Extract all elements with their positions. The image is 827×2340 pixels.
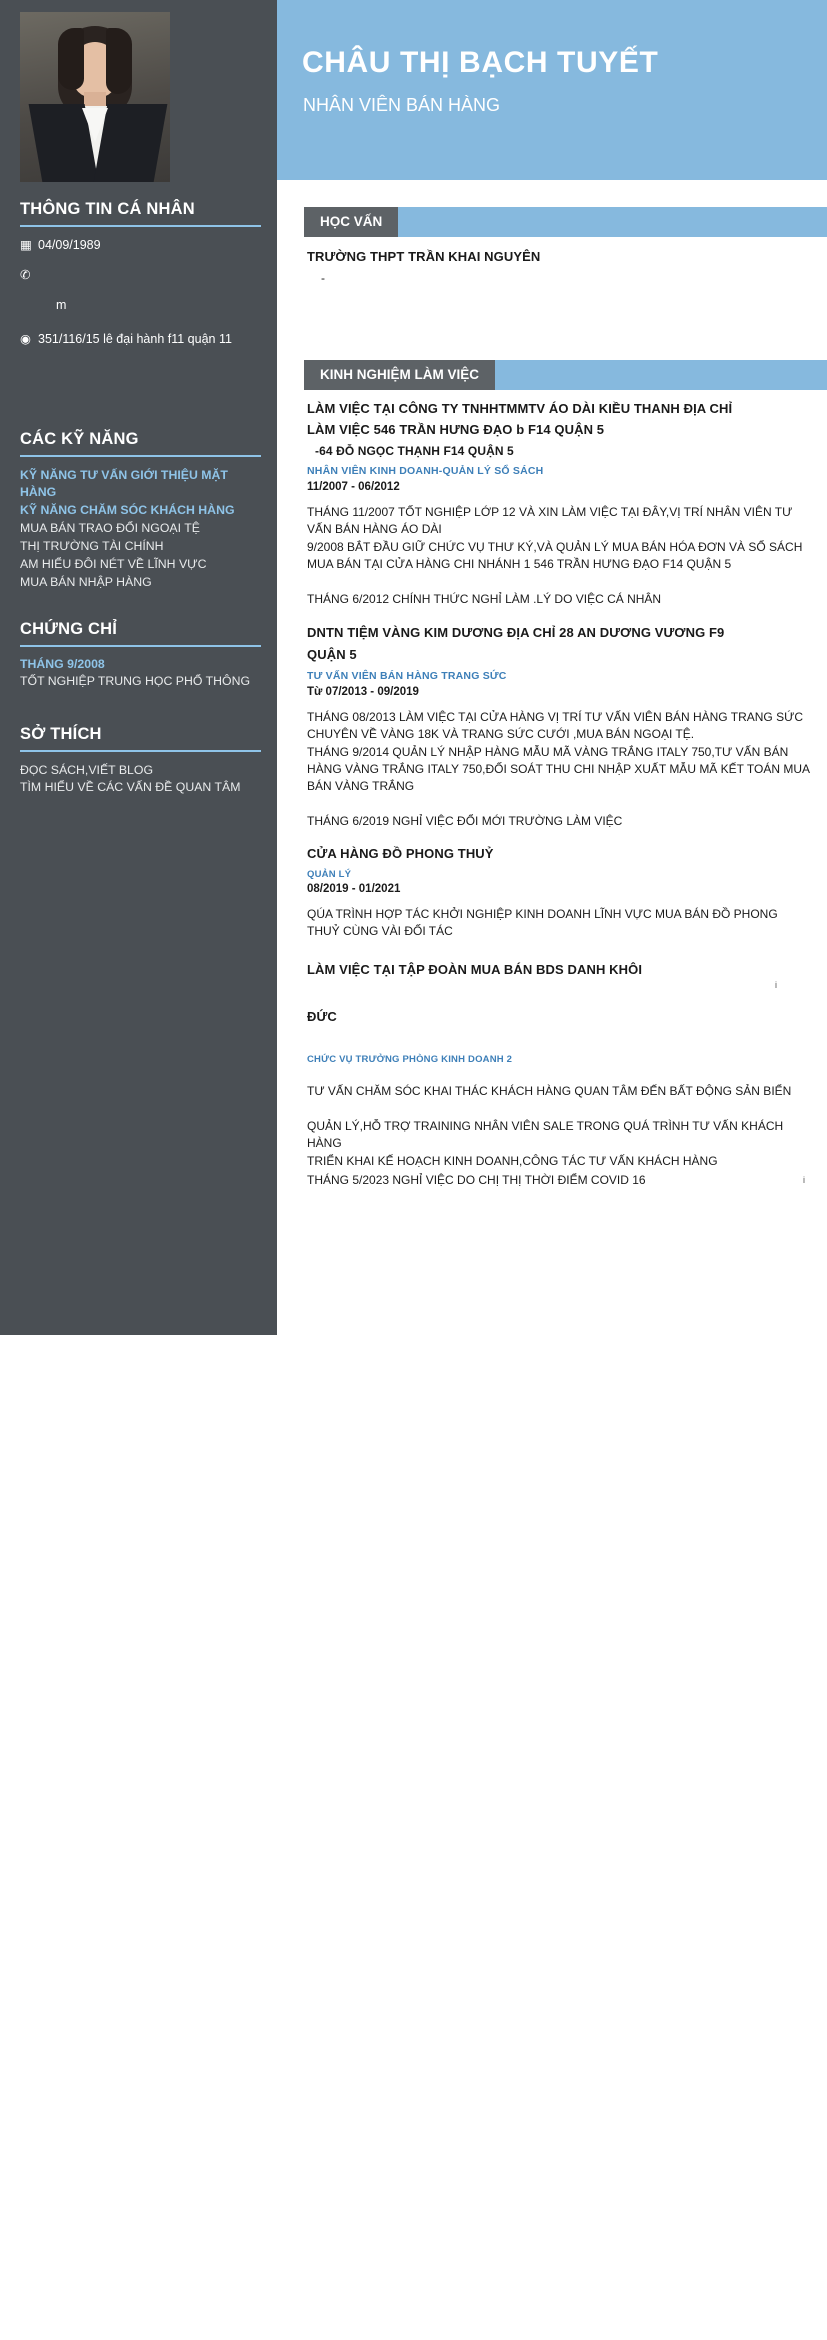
experience-dates: 08/2019 - 01/2021 (307, 883, 401, 895)
experience-title: LÀM VIỆC 546 TRẦN HƯNG ĐẠO b F14 QUẬN 5 (307, 422, 605, 437)
experience-body: THÁNG 6/2012 CHÍNH THỨC NGHỈ LÀM .LÝ DO VIỆC CÁ NHÂN (307, 592, 662, 606)
page-title: CHÂU THỊ BẠCH TUYẾT (302, 46, 659, 79)
experience-body: QUẢN LÝ,HỖ TRỢ TRAINING NHÂN VIÊN SALE TRONG QUÁ TRÌNH TƯ VẤN KHÁCH HÀNG (307, 1119, 784, 1150)
experience-role: NHÂN VIÊN KINH DOANH-QUẢN LÝ SỔ SÁCH (307, 465, 544, 477)
experience-body: QÚA TRÌNH HỢP TÁC KHỞI NGHIỆP KINH DOANH LĨNH VỰC MUA BÁN ĐỒ PHONG THUỶ CÙNG VÀI ĐỐI TÁC (307, 907, 778, 938)
info-row-address (20, 331, 261, 347)
section-personal-info (0, 200, 277, 361)
certificate-title: CHỨNG CHỈ (20, 620, 118, 638)
personal-info-title: THÔNG TIN CÁ NHÂN (20, 200, 195, 218)
skill-item: KỸ NĂNG TƯ VẤN GIỚI THIỆU MẶT HÀNG (20, 468, 228, 499)
experience-body: THÁNG 08/2013 LÀM VIỆC TẠI CỬA HÀNG VỊ TRÍ TƯ VẤN VIÊN BÁN HÀNG TRANG SỨC CHUYÊN VỀ VÀNG 18K VÀ TRANG SỨC CƯỚI ,MUA BÁN NGOẠI TỆ. (307, 710, 803, 741)
skill-item: AM HIỂU ĐÔI NÉT VỀ LĨNH VỰC (20, 557, 207, 571)
main-content (277, 0, 827, 1335)
certificate-text: TỐT NGHIỆP TRUNG HỌC PHỔ THÔNG (20, 674, 251, 688)
experience-role: QUẢN LÝ (307, 869, 352, 880)
experience-title: CỬA HÀNG ĐỒ PHONG THUỶ (307, 846, 494, 861)
experience-dates: Từ 07/2013 - 09/2019 (307, 686, 419, 698)
address-value: 351/116/15 lê đại hành f11 quận 11 (38, 332, 232, 346)
hobbies-divider (20, 750, 261, 752)
experience-role: CHỨC VỤ TRƯỞNG PHÒNG KINH DOANH 2 (307, 1054, 513, 1065)
experience-body: THÁNG 6/2019 NGHỈ VIỆC ĐỔI MỚI TRƯỜNG LÀM VIỆC (307, 814, 623, 828)
skills-list (20, 467, 263, 591)
education-bar-label: HỌC VẤN (304, 207, 398, 237)
avatar-hair-right (106, 28, 132, 94)
skills-divider (20, 455, 261, 457)
email-value: m (56, 298, 67, 312)
certificate-divider (20, 645, 261, 647)
experience-bar-label: KINH NGHIỆM LÀM VIỆC (304, 360, 495, 390)
stray-mark: i (775, 980, 777, 990)
experience-body: THÁNG 9/2014 QUẢN LÝ NHẬP HÀNG MẪU MÃ VÀNG TRẮNG ITALY 750,TƯ VẤN BÁN HÀNG VÀNG TRẮNG ITALY 750,ĐỐI SOÁT THU CHI NHẬP XUẤT MẪU MÃ KẾT TOÁN MUA BÁN VÀNG TRẮNG (307, 745, 810, 793)
birthdate-value: 04/09/1989 (38, 238, 101, 252)
experience-title: -64 ĐỖ NGỌC THẠNH F14 QUẬN 5 (315, 444, 514, 458)
skill-item: KỸ NĂNG CHĂM SÓC KHÁCH HÀNG (20, 503, 235, 517)
education-bar (304, 207, 827, 237)
skill-item: THỊ TRƯỜNG TÀI CHÍNH (20, 539, 164, 553)
education-school: TRƯỜNG THPT TRẦN KHAI NGUYÊN (307, 249, 541, 264)
experience-body: THÁNG 11/2007 TỐT NGHIỆP LỚP 12 VÀ XIN LÀM VIỆC TẠI ĐÂY,VỊ TRÍ NHÂN VIÊN TƯ VẤN BÁN HÀNG ÁO DÀI (307, 505, 793, 536)
experience-role: TƯ VẤN VIÊN BÁN HÀNG TRANG SỨC (307, 670, 507, 682)
info-row-birthdate (20, 237, 261, 253)
skills-title: CÁC KỸ NĂNG (20, 430, 139, 448)
skill-item: MUA BÁN NHẬP HÀNG (20, 575, 152, 589)
education-note: - (321, 271, 325, 285)
header-band (277, 0, 827, 180)
experience-body: TƯ VẤN CHĂM SÓC KHAI THÁC KHÁCH HÀNG QUAN TÂM ĐẾN BẤT ĐỘNG SẢN BIỂN (307, 1084, 792, 1098)
phone-icon: ✆ (20, 268, 31, 282)
experience-body: THÁNG 5/2023 NGHỈ VIỆC DO CHỊ THỊ THỜI ĐIỂM COVID 16 (307, 1173, 646, 1187)
hobby-item: TÌM HIỂU VỀ CÁC VẤN ĐỀ QUAN TÂM (20, 780, 241, 794)
stray-mark-2: i (803, 1175, 805, 1185)
sidebar (0, 0, 277, 1335)
experience-title: QUẬN 5 (307, 647, 357, 662)
certificate-date: THÁNG 9/2008 (20, 657, 105, 671)
experience-title: LÀM VIỆC TẠI TẬP ĐOÀN MUA BÁN BDS DANH KHÔI (307, 962, 643, 977)
hobbies-title: SỞ THÍCH (20, 725, 102, 743)
avatar (20, 12, 170, 182)
skill-item: MUA BÁN TRAO ĐỔI NGOẠI TỆ (20, 521, 200, 535)
experience-title: DNTN TIỆM VÀNG KIM DƯƠNG ĐỊA CHỈ 28 AN DƯƠNG VƯƠNG F9 (307, 625, 725, 640)
experience-dates: 11/2007 - 06/2012 (307, 481, 400, 493)
calendar-icon: ▦ (20, 238, 32, 252)
section-skills (0, 430, 277, 592)
experience-title: ĐỨC (307, 1009, 337, 1024)
section-hobbies (0, 725, 277, 796)
experience-body: 9/2008 BẮT ĐẦU GIỮ CHỨC VỤ THƯ KÝ,VÀ QUẢN LÝ MUA BÁN HÓA ĐƠN VÀ SỔ SÁCH MUA BÁN TẠI CỬA HÀNG CHI NHÁNH 1 546 TRẦN HƯNG ĐẠO F14 QUẬN 5 (307, 540, 803, 571)
job-title: NHÂN VIÊN BÁN HÀNG (303, 95, 501, 115)
personal-info-divider (20, 225, 261, 227)
info-row-phone (20, 267, 261, 283)
hobby-item: ĐỌC SÁCH,VIẾT BLOG (20, 763, 154, 777)
experience-body: TRIỂN KHAI KẾ HOẠCH KINH DOANH,CÔNG TÁC TƯ VẤN KHÁCH HÀNG (307, 1154, 718, 1168)
info-row-email (20, 297, 261, 313)
experience-title: LÀM VIỆC TẠI CÔNG TY TNHHTMMTV ÁO DÀI KIỀU THANH ĐỊA CHỈ (307, 401, 733, 416)
avatar-hair-left (58, 28, 84, 90)
location-icon: ◉ (20, 332, 31, 346)
section-certificate (0, 620, 277, 690)
experience-bar (304, 360, 827, 390)
